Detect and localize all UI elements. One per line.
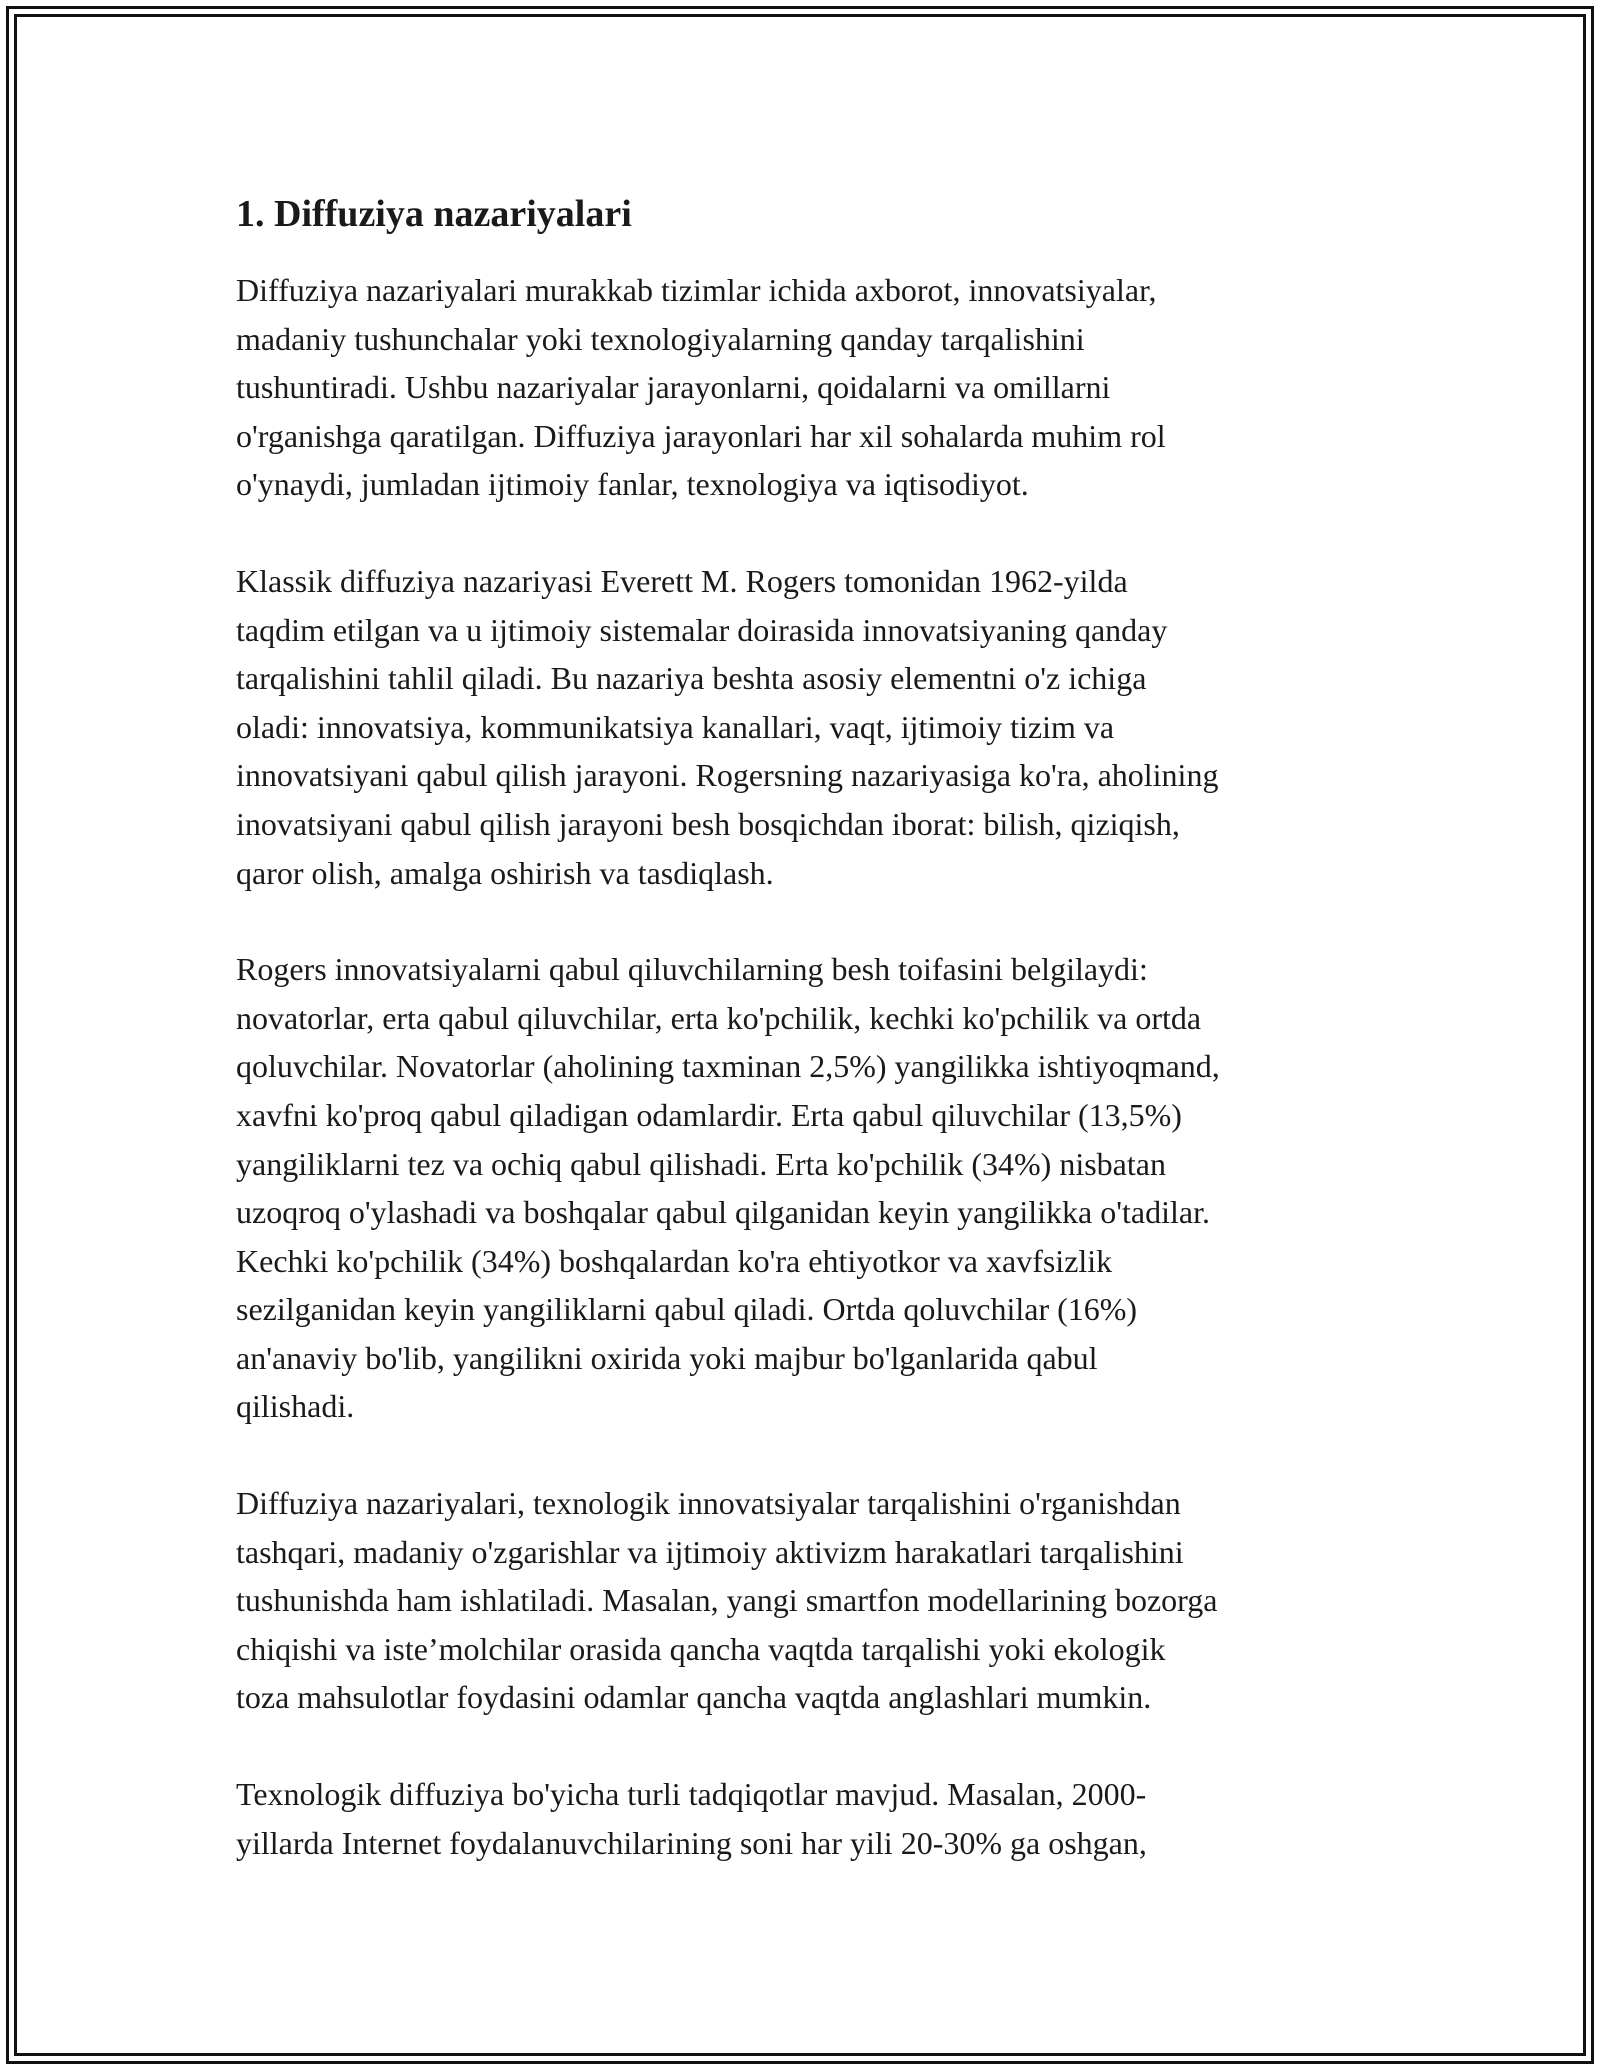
paragraph-adopter-categories: Rogers innovatsiyalarni qabul qiluvchilarning besh toifasini belgilaydi: novatorlar, erta qabul qiluvchilar, erta ko'pchilik, kechki ko'pchilik va ortda qoluvchilar. Novatorlar (aholining taxminan 2,5%) yangilikka ishtiyoqmand, xavfni ko'proq qabul qiladigan odamlardir. Erta qabul qiluvchilar (13,5%) yangiliklarni tez va ochiq qabul qilishadi. Erta ko'pchilik (34%) nisbatan uzoqroq o'ylashadi va boshqalar qabul qilganidan keyin yangilikka o'tadilar. Kechki ko'pchilik (34%) boshqalardan ko'ra ehtiyotkor va xavfsizlik sezilganidan keyin yangiliklarni qabul qiladi. Ortda qoluvchilar (16%) an'anaviy bo'lib, yangilikni oxirida yoki majbur bo'lganlarida qabul qilishadi. [236,951,1220,1425]
paragraph-rogers-theory: Klassik diffuziya nazariyasi Everett M. Rogers tomonidan 1962-yilda taqdim etilgan va u ijtimoiy sistemalar doirasida innovatsiyaning qanday tarqalishini tahlil qiladi. Bu nazariya beshta asosiy elementni o'z ichiga oladi: innovatsiya, kommunikatsiya kanallari, vaqt, ijtimoiy tizim va innovatsiyani qabul qilish jarayoni. Rogersning nazariyasiga ko'ra, aholining inovatsiyani qabul qilish jarayoni besh bosqichdan iborat: bilish, qiziqish, qaror olish, amalga oshirish va tasdiqlash. [236,562,1219,891]
paragraph-intro: Diffuziya nazariyalari murakkab tizimlar ichida axborot, innovatsiyalar, madaniy tushunchalar yoki texnologiyalarning qanday tarqalishini tushuntiradi. Ushbu nazariyalar jarayonlarni, qoidalarni va omillarni o'rganishga qaratilgan. Diffuziya jarayonlari har xil sohalarda muhim rol o'ynaydi, jumladan ijtimoiy fanlar, texnologiya va iqtisodiyot. [236,272,1166,503]
paragraph-tech-diffusion: Texnologik diffuziya bo'yicha turli tadqiqotlar mavjud. Masalan, 2000- yillarda Internet foydalanuvchilarining soni har yili 20-30% ga oshgan, [236,1776,1147,1861]
paragraph-applications: Diffuziya nazariyalari, texnologik innovatsiyalar tarqalishini o'rganishdan tashqari, madaniy o'zgarishlar va ijtimoiy aktivizm harakatlari tarqalishini tushunishda ham ishlatiladi. Masalan, yangi smartfon modellarining bozorga chiqishi va iste’molchilar orasida qancha vaqtda tarqalishi yoki ekologik toza mahsulotlar foydasini odamlar qancha vaqtda anglashlari mumkin. [236,1485,1218,1716]
document-body [236,188,1376,1915]
section-heading: 1. Diffuziya nazariyalari [236,193,632,235]
